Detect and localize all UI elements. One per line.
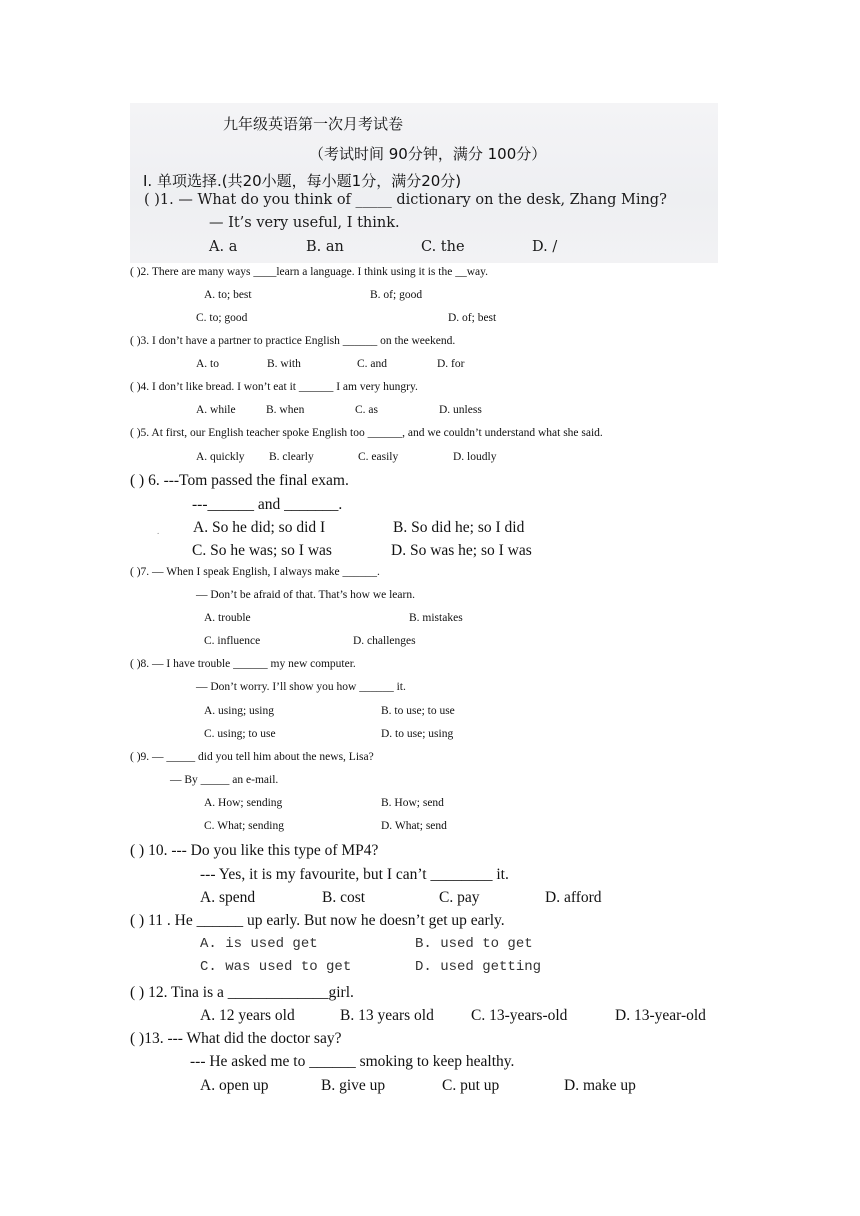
question-10-option-c: C. pay	[439, 889, 480, 906]
question-11-option-b: B. used to get	[415, 936, 533, 952]
question-2-stem: ( )2. There are many ways ____learn a language. I think using it is the __way.	[130, 266, 488, 278]
question-3-option-c: C. and	[357, 358, 388, 370]
question-6-line2: ---______ and _______.	[192, 496, 343, 513]
question-1-line2: — It’s very useful, I think.	[209, 215, 400, 231]
question-8-option-a: A. using; using	[204, 705, 274, 717]
question-1-stem: ( )1. — What do you think of _____ dictionary on the desk, Zhang Ming?	[144, 192, 667, 208]
question-11-option-a: A. is used get	[200, 936, 318, 952]
question-10-line2: --- Yes, it is my favourite, but I can’t ________ it.	[200, 866, 509, 883]
question-10-stem: ( ) 10. --- Do you like this type of MP4?	[130, 842, 379, 859]
question-13-option-c: C. put up	[442, 1077, 500, 1094]
question-9-stem: ( )9. — _____ did you tell him about the news, Lisa?	[130, 751, 374, 763]
question-6-stem: ( ) 6. ---Tom passed the final exam.	[130, 472, 349, 489]
question-1-option-c: C. the	[421, 239, 465, 255]
question-5-option-a: A. quickly	[196, 451, 245, 463]
question-3-option-a: A. to	[196, 358, 219, 370]
question-7-option-a: A. trouble	[204, 612, 251, 624]
question-2-option-a: A. to; best	[204, 289, 252, 301]
question-6-option-c: C. So he was; so I was	[192, 542, 332, 559]
question-4-option-b: B. when	[266, 404, 305, 416]
question-7-stem: ( )7. — When I speak English, I always make ______.	[130, 566, 380, 578]
section-heading: I. 单项选择.(共20小题，每小题1分，满分20分)	[143, 172, 462, 190]
question-7-line2: — Don’t be afraid of that. That’s how we learn.	[196, 589, 415, 601]
question-4-option-a: A. while	[196, 404, 236, 416]
question-4-option-c: C. as	[355, 404, 378, 416]
question-3-stem: ( )3. I don’t have a partner to practice English ______ on the weekend.	[130, 335, 456, 347]
question-9-option-c: C. What; sending	[204, 820, 284, 832]
question-13-option-a: A. open up	[200, 1077, 269, 1094]
stray-dot: .	[157, 526, 160, 536]
exam-subtitle: （考试时间 90分钟，满分 100分）	[309, 145, 547, 163]
question-10-option-a: A. spend	[200, 889, 256, 906]
question-11-stem: ( ) 11 . He ______ up early. But now he doesn’t get up early.	[130, 912, 505, 929]
question-9-line2: — By _____ an e-mail.	[170, 774, 279, 786]
question-5-option-b: B. clearly	[269, 451, 314, 463]
question-1-option-d: D. /	[532, 239, 558, 255]
question-2-option-d: D. of; best	[448, 312, 497, 324]
question-5-option-c: C. easily	[358, 451, 399, 463]
question-7-option-d: D. challenges	[353, 635, 416, 647]
question-8-option-c: C. using; to use	[204, 728, 276, 740]
question-2-option-b: B. of; good	[370, 289, 423, 301]
question-9-option-b: B. How; send	[381, 797, 444, 809]
question-8-stem: ( )8. — I have trouble ______ my new computer.	[130, 658, 356, 670]
question-7-option-b: B. mistakes	[409, 612, 463, 624]
question-13-option-d: D. make up	[564, 1077, 636, 1094]
question-12-option-b: B. 13 years old	[340, 1007, 434, 1024]
question-5-stem: ( )5. At first, our English teacher spoke English too ______, and we couldn’t understand what she said.	[130, 427, 603, 439]
question-8-option-d: D. to use; using	[381, 728, 454, 740]
question-13-option-b: B. give up	[321, 1077, 386, 1094]
question-5-option-d: D. loudly	[453, 451, 497, 463]
question-12-option-c: C. 13-years-old	[471, 1007, 568, 1024]
question-2-option-c: C. to; good	[196, 312, 248, 324]
question-10-option-d: D. afford	[545, 889, 602, 906]
question-8-line2: — Don’t worry. I’ll show you how ______ it.	[196, 681, 406, 693]
question-6-option-d: D. So was he; so I was	[391, 542, 532, 559]
question-1-option-a: A. a	[209, 239, 238, 255]
question-10-option-b: B. cost	[322, 889, 366, 906]
question-9-option-d: D. What; send	[381, 820, 447, 832]
question-4-stem: ( )4. I don’t like bread. I won’t eat it ______ I am very hungry.	[130, 381, 418, 393]
question-12-option-a: A. 12 years old	[200, 1007, 295, 1024]
question-3-option-b: B. with	[267, 358, 301, 370]
question-6-option-b: B. So did he; so I did	[393, 519, 525, 536]
question-8-option-b: B. to use; to use	[381, 705, 455, 717]
question-4-option-d: D. unless	[439, 404, 482, 416]
question-12-option-d: D. 13-year-old	[615, 1007, 706, 1024]
question-13-line2: --- He asked me to ______ smoking to keep healthy.	[190, 1053, 515, 1070]
question-3-option-d: D. for	[437, 358, 465, 370]
question-11-option-c: C. was used to get	[200, 959, 352, 975]
question-11-option-d: D. used getting	[415, 959, 542, 975]
question-1-option-b: B. an	[306, 239, 344, 255]
question-9-option-a: A. How; sending	[204, 797, 283, 809]
question-6-option-a: A. So he did; so did I	[193, 519, 326, 536]
question-7-option-c: C. influence	[204, 635, 261, 647]
question-13-stem: ( )13. --- What did the doctor say?	[130, 1030, 342, 1047]
question-12-stem: ( ) 12. Tina is a _____________girl.	[130, 984, 354, 1001]
exam-title: 九年级英语第一次月考试卷	[223, 115, 404, 133]
